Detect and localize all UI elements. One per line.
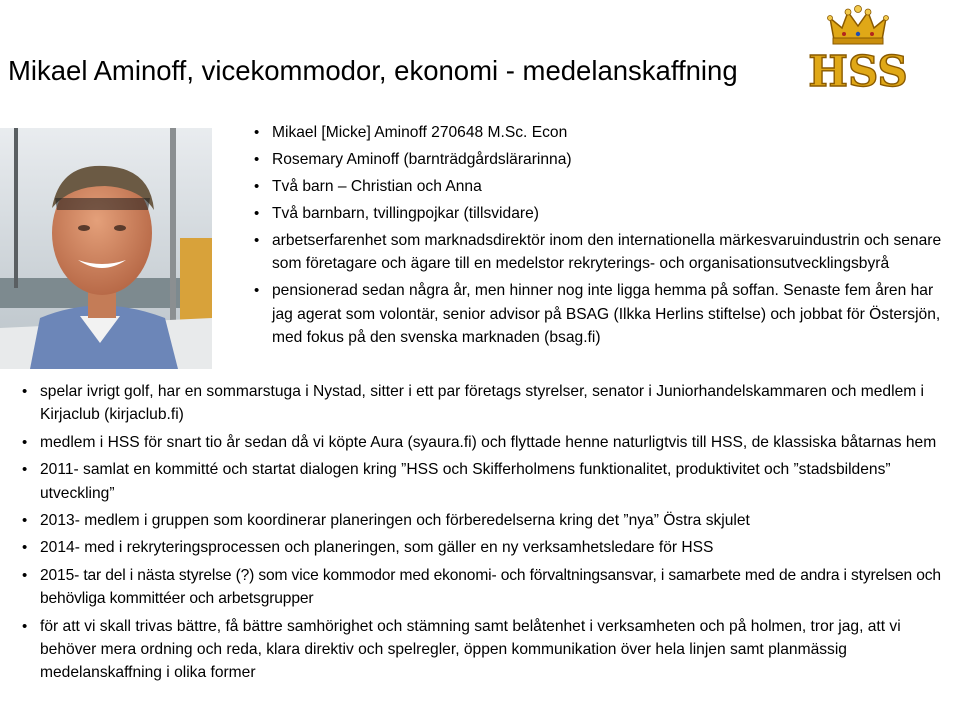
crown-icon — [828, 6, 889, 45]
list-item: • Mikael [Micke] Aminoff 270648 M.Sc. Econ — [272, 121, 958, 144]
slide-title: Mikael Aminoff, vicekommodor, ekonomi - medelanskaffning — [8, 55, 738, 86]
bullet-list-bottom — [40, 380, 958, 689]
hss-crown-logo-graphic — [808, 4, 908, 90]
list-item: • pensionerad sedan några år, men hinner nog inte ligga hemma på soffan. Senaste fem åren har jag agerat som volontär, senior advisor på BSAG (Ilkka Herlins stiftelse) och jobbat för Östersjön, med fokus på den svenska marknaden (bsag.fi) — [272, 279, 958, 349]
portrait-photo — [0, 128, 212, 369]
list-item: • spelar ivrigt golf, har en sommarstuga i Nystad, sitter i ett par företags styrelser, senator i Juniorhandelskammaren och medlem i Kirjaclub (kirjaclub.fi) — [40, 380, 958, 427]
list-item: • Två barn – Christian och Anna — [272, 175, 958, 198]
list-item: • Två barnbarn, tvillingpojkar (tillsvidare) — [272, 202, 958, 225]
list-item: • 2015- tar del i nästa styrelse (?) som vice kommodor med ekonomi- och förvaltningsansvar, i samarbete med de andra i styrelsen och behövliga kommittéer och arbetsgrupper — [40, 564, 958, 611]
list-item: • för att vi skall trivas bättre, få bättre samhörighet och stämning samt belåtenhet i verksamheten och på holmen, tror jag, att vi behöver mera ordning och reda, klara direktiv och spelregler, öppen kommunikation över hela linjen samt planmässig medelanskaffning i olika former — [40, 615, 958, 685]
list-item: • arbetserfarenhet som marknadsdirektör inom den internationella märkesvaruindustrin och senare som företagare och ägare till en medelstor rekryterings- och organisationsutvecklingsbyrå — [272, 229, 958, 276]
list-item: • 2011- samlat en kommitté och startat dialogen kring ”HSS och Skifferholmens funktionalitet, produktivitet och ”stadsbildens” utveckling” — [40, 458, 958, 505]
logo-letters: HSS — [808, 47, 908, 90]
list-item: • 2013- medlem i gruppen som koordinerar planeringen och förberedelserna kring det ”nya” Östra skjulet — [40, 509, 958, 532]
hss-logo — [808, 4, 908, 90]
portrait-image — [0, 128, 212, 369]
list-item: • 2014- med i rekryteringsprocessen och planeringen, som gäller en ny verksamhetsledare för HSS — [40, 536, 958, 559]
list-item: • medlem i HSS för snart tio år sedan då vi köpte Aura (syaura.fi) och flyttade henne naturligtvis till HSS, de klassiska båtarnas hem — [40, 431, 958, 454]
list-item: • Rosemary Aminoff (barnträdgårdslärarinna) — [272, 148, 958, 171]
bullet-list-top — [272, 121, 958, 354]
